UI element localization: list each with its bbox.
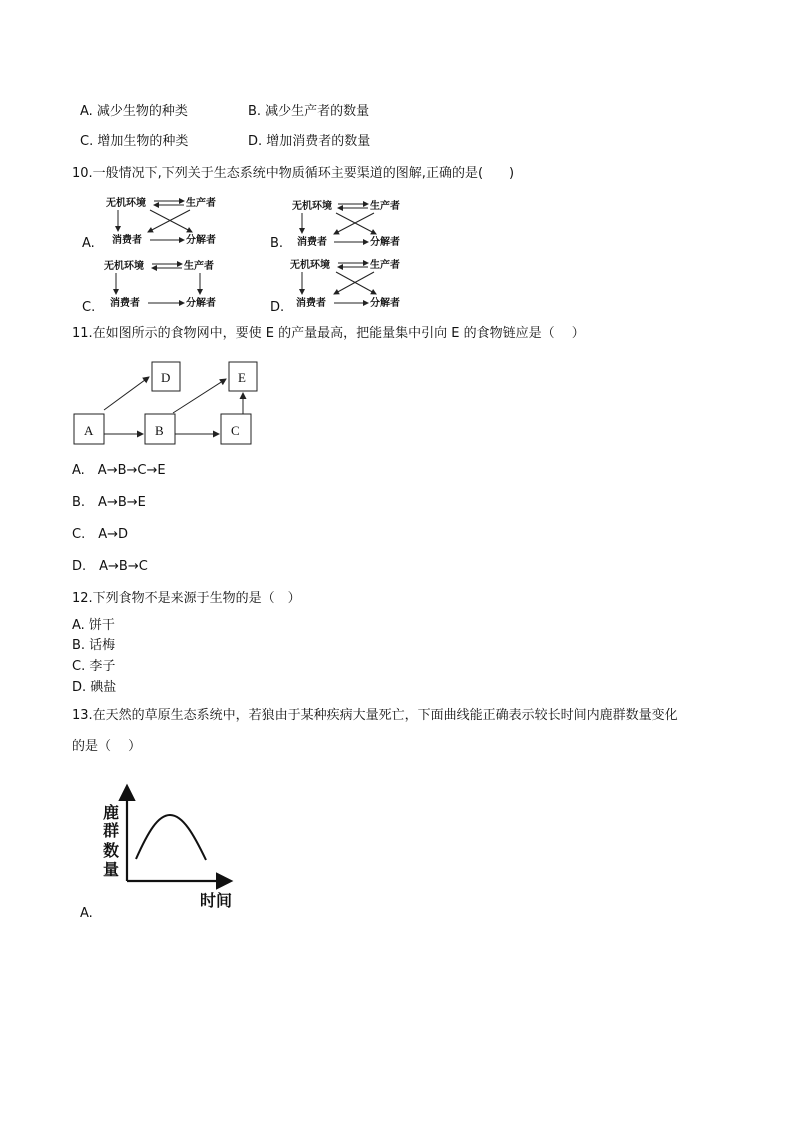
q10-option-c-letter: C. (82, 300, 96, 315)
q10-option-b-letter: B. (270, 236, 284, 251)
q11-option-d: D. A→B→C (72, 559, 148, 574)
node-consumer: 消费者 (297, 237, 327, 248)
q9-option-c: C. 增加生物的种类 (80, 134, 189, 149)
node-env: 无机环境 (106, 198, 146, 209)
node-a-label: A (84, 423, 94, 438)
node-decomposer: 分解者 (186, 298, 216, 309)
q9-option-a: A. 减少生物的种类 (80, 104, 188, 119)
q13-stem-line2: 的是（ ） (72, 739, 142, 754)
q12-option-d: D. 碘盐 (72, 680, 117, 695)
node-decomposer: 分解者 (186, 235, 216, 246)
graph-xlabel: 时间 (200, 891, 233, 910)
node-decomposer: 分解者 (370, 237, 400, 248)
q11-option-c: C. A→D (72, 527, 129, 542)
q9-option-b: B. 减少生产者的数量 (248, 104, 370, 119)
node-producer: 生产者 (184, 261, 214, 272)
q12-option-b: B. 话梅 (72, 638, 116, 653)
q10-stem: 10.一般情况下,下列关于生态系统中物质循环主要渠道的图解,正确的是( ) (72, 166, 515, 181)
q11-option-a: A. A→B→C→E (72, 463, 166, 478)
node-env: 无机环境 (292, 201, 332, 212)
q12-option-a: A. 饼干 (72, 618, 115, 633)
graph-ylabel-4: 量 (103, 860, 120, 879)
graph-ylabel-2: 群 (103, 821, 120, 840)
node-decomposer: 分解者 (370, 298, 400, 309)
node-b-label: B (155, 423, 164, 438)
q12-option-c: C. 李子 (72, 659, 116, 674)
q9-option-d: D. 增加消费者的数量 (248, 134, 371, 149)
node-producer: 生产者 (370, 201, 400, 212)
node-e-label: E (238, 370, 246, 385)
q11-stem: 11.在如图所示的食物网中，要使 E 的产量最高，把能量集中引向 E 的食物链应是（ ） (72, 326, 585, 341)
node-consumer: 消费者 (112, 235, 142, 246)
node-producer: 生产者 (186, 198, 216, 209)
graph-ylabel-3: 数 (103, 841, 120, 860)
node-env: 无机环境 (290, 260, 330, 271)
node-d-label: D (161, 370, 171, 385)
q10-option-a-letter: A. (82, 236, 95, 251)
node-consumer: 消费者 (296, 298, 326, 309)
q13-stem-line1: 13.在天然的草原生态系统中，若狼由于某种疾病大量死亡，下面曲线能正确表示较长时间内鹿群数量变化 (72, 708, 678, 723)
node-env: 无机环境 (104, 261, 144, 272)
graph-ylabel-1: 鹿 (103, 803, 120, 822)
node-producer: 生产者 (370, 260, 400, 271)
q11-option-b: B. A→B→E (72, 495, 146, 510)
node-consumer: 消费者 (110, 298, 140, 309)
node-c-label: C (231, 423, 240, 438)
q12-stem: 12.下列食物不是来源于生物的是（ ） (72, 591, 301, 606)
q13-option-a-letter: A. (80, 906, 93, 921)
q10-option-d-letter: D. (270, 300, 285, 315)
